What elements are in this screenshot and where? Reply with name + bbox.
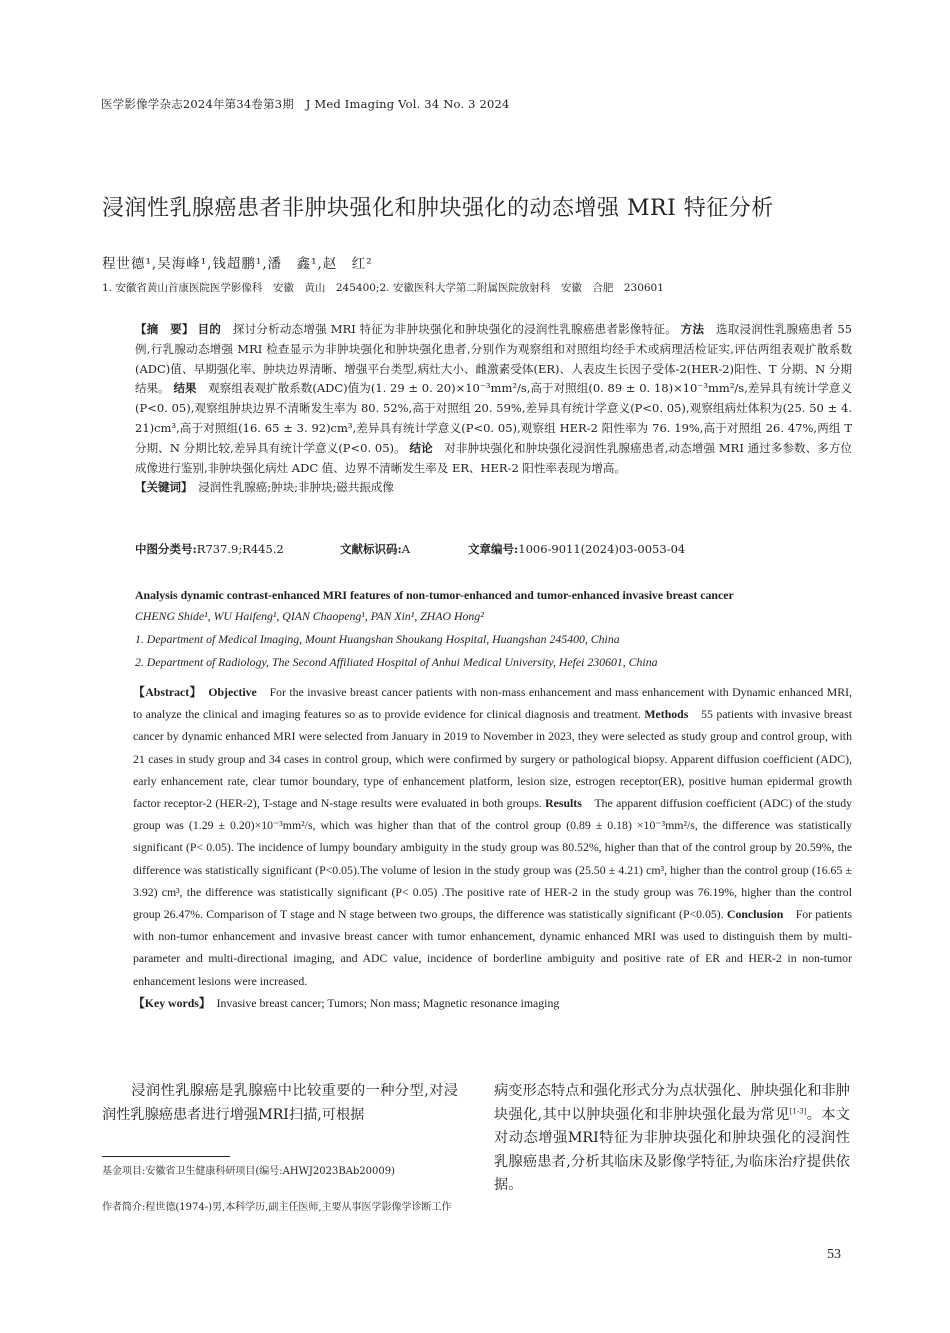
abstract-label: 【摘 要】 — [135, 322, 194, 336]
footnote-funding: 基金项目:安徽省卫生健康科研项目(编号:AHWJ2023BAb20009) — [102, 1166, 396, 1177]
doc-code-label: 文献标识码: — [340, 542, 402, 556]
classification-line — [135, 541, 685, 557]
keywords-text: 浸润性乳腺癌;肿块;非肿块;磁共振成像 — [198, 480, 394, 495]
doc-code-value: A — [401, 542, 411, 556]
article-no-label: 文章编号: — [468, 542, 519, 556]
body-left-column — [102, 1080, 458, 1127]
en-result-label: Results — [545, 796, 582, 811]
clc-label: 中图分类号: — [135, 542, 197, 556]
en-keywords-text: Invasive breast cancer; Tumors; Non mass; Magnetic resonance imaging — [216, 995, 560, 1010]
conclusion-label: 结论 — [409, 440, 433, 455]
result-text: 观察组表观扩散系数(ADC)值为(1. 29 ± 0. 20)×10⁻³mm²/s,高于对照组(0. 89 ± 0. 18)×10⁻³mm²/s,差异具有统计学意义(P<0. 05),观察组肿块边界不清晰发生率为 80. 52%,高于对照组 20. 59%,差异具有统计学意义(P<0. 05),观察组病灶体积为(25. 50 ± 4. 21)cm³,高于对照组(16. 65 ± 3. 92)cm³,差异具有统计学意义(P<0. 05),观察组 HER-2 阳性率为 76. 19%,高于对照组 26. 47%,两组 T 分期、N 分期比较,差异具有统计学意义(P<0. 05)。 — [135, 381, 853, 455]
journal-header: 医学影像学杂志2024年第34卷第3期 J Med Imaging Vol. 34 No. 3 2024 — [101, 97, 510, 111]
chinese-abstract — [135, 320, 852, 498]
en-method-label: Methods — [644, 707, 689, 722]
body-paragraph-right-a: 病变形态特点和强化形式分为点状强化、肿块强化和非肿块强化,其中以肿块强化和非肿块强化最为常见 — [494, 1083, 850, 1123]
footnote-divider — [102, 1156, 230, 1157]
footnote-author-bio: 作者简介:程世德(1974-)男,本科学历,副主任医师,主要从事医学影像学诊断工作 — [102, 1202, 452, 1213]
en-objective-text: For the invasive breast cancer patients with non-mass enhancement and mass enhancement with Dynamic enhanced MRI, to analyze the clinical and imaging features so as to provide evidence for clinical diagnosis and treatment. — [133, 685, 852, 722]
body-paragraph-left: 浸润性乳腺癌是乳腺癌中比较重要的一种分型,对浸润性乳腺癌患者进行增强MRI扫描,可根据 — [102, 1083, 458, 1123]
method-text: 选取浸润性乳腺癌患者 55 例,行乳腺动态增强 MRI 检查显示为非肿块强化和肿块强化患者,分别作为观察组和对照组均经手术或病理活检证实,评估两组表观扩散系数(ADC)值、早期强化率、肿块边界清晰、增强平台类型,病灶大小、雌激素受体(ER)、人表皮生长因子受体-2(HER-2)阳性、T 分期、N 分期结果。 — [135, 322, 853, 396]
en-conclusion-text: For patients with non-tumor enhancement and invasive breast cancer with tumor enhancement, dynamic enhanced MRI was used to distinguish them by multi-parameter and multi-directional imaging, and ADC value, incidence of borderline ambiguity and positive rate of ER and HER-2 in non-tumor enhancement lesions were increased. — [133, 907, 852, 988]
english-title: Analysis dynamic contrast-enhanced MRI features of non-tumor-enhanced and tumor-enhanced invasive breast cancer — [135, 588, 734, 602]
en-conclusion-label: Conclusion — [726, 907, 784, 922]
clc-value: R737.9;R445.2 — [196, 542, 284, 556]
objective-text: 探讨分析动态增强 MRI 特征为非肿块强化和肿块强化的浸润性乳腺癌患者影像特征。 — [232, 322, 677, 336]
author-list: 程世德¹,吴海峰¹,钱超鹏¹,潘 鑫¹,赵 红² — [102, 256, 373, 272]
en-method-text: 55 patients with invasive breast cancer by dynamic enhanced MRI were selected from January in 2019 to November in 2023, they were selected as study group and control group, with 21 cases in study group and 34 cases in control group, which were confirmed by surgery or pathological biopsy. Apparent diffusion coefficient (ADC), early enhancement rate, clear tumor boundary, type of enhancement platform, lesion size, estrogen receptor(ER), positive human epidermal growth factor receptor-2 (HER-2), T-stage and N-stage results were evaluated in both groups. — [133, 707, 852, 811]
english-authors: CHENG Shide¹, WU Haifeng¹, QIAN Chaopeng¹, PAN Xin¹, ZHAO Hong² — [135, 609, 484, 623]
english-affiliation-1: 1. Department of Medical Imaging, Mount Huangshan Shoukang Hospital, Huangshan 245400, China — [135, 632, 620, 646]
article-no-value: 1006-9011(2024)03-0053-04 — [518, 542, 686, 556]
citation-ref: [1-3] — [789, 1106, 807, 1115]
en-objective-label: Objective — [208, 685, 257, 699]
objective-label: 目的 — [197, 322, 222, 336]
en-keywords-label: 【Key words】 — [133, 995, 205, 1010]
conclusion-text: 对非肿块强化和肿块强化浸润性乳腺癌患者,动态增强 MRI 通过多参数、多方位成像进行鉴别,非肿块强化病灶 ADC 值、边界不清晰发生率及 ER、HER-2 阳性率表现为增高。 — [135, 440, 852, 475]
en-abstract-label: 【Abstract】 — [133, 685, 197, 699]
page-number: 53 — [827, 1247, 841, 1262]
en-result-text: The apparent diffusion coefficient (ADC) of the study group was (1.29 ± 0.20)×10⁻³mm²/s, which was higher than that of the control group (0.89 ± 0.18) ×10⁻³mm²/s, the difference was statistically significant (P< 0.05). The incidence of lumpy boundary ambiguity in the study group was 80.52%, higher than that of the control group by 20.59%, the difference was statistically significant (P<0.05).The volume of lesion in the study group was (25.50 ± 4.21) cm³, higher than the control group (16.65 ± 3.92) cm³, the difference was statistically significant (P< 0.05) .The positive rate of HER-2 in the study group was 76.19%, higher than the control group 26.47%. Comparison of T stage and N stage between two groups, the difference was statistically significant (P<0.05). — [133, 796, 853, 922]
author-affiliation: 1. 安徽省黄山首康医院医学影像科 安徽 黄山 245400;2. 安徽医科大学第二附属医院放射科 安徽 合肥 230601 — [102, 282, 664, 294]
method-label: 方法 — [680, 322, 705, 336]
body-paragraph-right-b: 。本文对动态增强MRI特征为非肿块强化和肿块强化的浸润性乳腺癌患者,分析其临床及影像学特征,为临床治疗提供依据。 — [494, 1106, 850, 1193]
english-affiliation-2: 2. Department of Radiology, The Second Affiliated Hospital of Anhui Medical University, Hefei 230601, China — [135, 655, 658, 669]
article-title: 浸润性乳腺癌患者非肿块强化和肿块强化的动态增强 MRI 特征分析 — [102, 196, 774, 221]
body-right-column — [494, 1080, 850, 1198]
english-abstract — [133, 681, 852, 1014]
result-label: 结果 — [173, 381, 197, 396]
keywords-label: 【关键词】 — [135, 480, 187, 495]
